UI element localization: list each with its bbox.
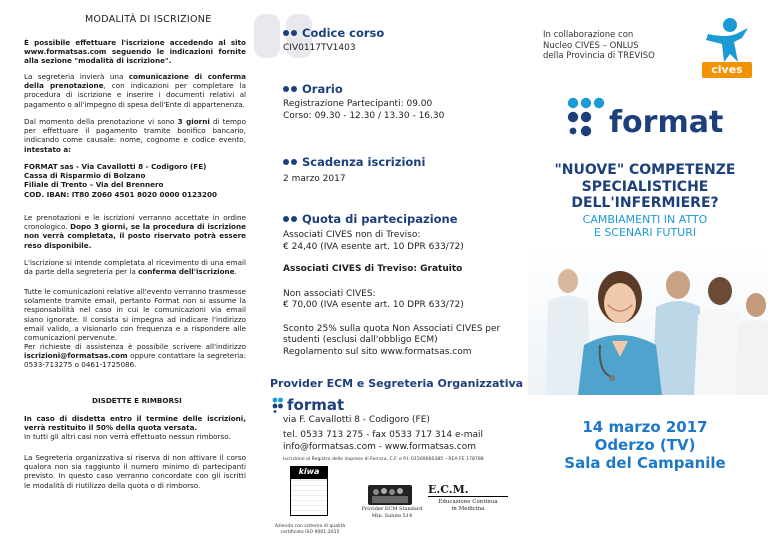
fee-nonmember-price: € 70,00 (IVA esente art. 10 DPR 633/72) [283, 300, 464, 310]
kiwa-seal-icon [290, 478, 328, 516]
registration-intro [24, 38, 246, 66]
ecm-divider [428, 496, 508, 497]
completion-text-post: . [234, 267, 237, 277]
ecm-badge-line-2: Min. Salute 514 [371, 512, 413, 519]
assist-text-pre: Per richieste di assistenza è possibile scrivere all'indirizzo [24, 342, 246, 351]
schedule-section [283, 82, 513, 122]
registration-intro-text: È possibile effettuare l'iscrizione accedendo al sito www.formatsas.com seguendo le indicazioni fornite alla sezione "modalità di iscrizione". [24, 38, 246, 66]
provider-web[interactable]: info@formatsas.com - www.formatsas.com [283, 442, 476, 452]
bullet-dots-icon [283, 216, 297, 222]
headline-line-3: DELL'INFERMIERE? [571, 195, 719, 211]
collab-line-3: della Provincia di TREVISO [543, 51, 655, 61]
cives-logo-word: cives [702, 62, 752, 78]
bullet-dots-icon [283, 30, 297, 36]
discount-line-1: Sconto 25% sulla quota Non Associati CIVES per [283, 323, 501, 334]
subhead-line-2: E SCENARI FUTURI [593, 226, 697, 239]
course-code-value: CIV0117TV1403 [283, 43, 356, 53]
fee-cives-nonmember: Associati CIVES non di Treviso: [283, 230, 421, 240]
bank-details [24, 162, 246, 199]
payment-text-days: 3 giorni [177, 117, 210, 126]
completion-text-pre: L'iscrizione si intende completata al ricevimento di una email da parte della segreteria per la [24, 258, 246, 277]
schedule-course: Corso: 09.30 - 12.30 / 13.30 - 16.30 [283, 110, 445, 121]
collaboration-text [543, 30, 655, 62]
ecm-subtitle [432, 499, 504, 513]
kiwa-certification-badge [290, 466, 328, 524]
fee-title: Quota di partecipazione [283, 212, 528, 226]
nurses-photo [528, 245, 768, 395]
deadline-section [283, 155, 513, 186]
course-code-title: Codice corso [283, 26, 513, 40]
order-text-bold: Dopo 3 giorni, se la procedura di iscrizione non verrà completata, il posto riservato potrà essere reso disponibile. [24, 222, 246, 250]
ecm-sub-line-1: Educazione Continua [438, 499, 498, 505]
discount-line-2: studenti (esclusi dall'obbligo ECM) [283, 335, 438, 345]
provider-logo [272, 396, 344, 414]
collab-line-1: In collaborazione con [543, 30, 634, 40]
fee-treviso: Associati CIVES di Treviso: Gratuito [283, 264, 463, 274]
order-paragraph [24, 213, 246, 250]
bank-line: Cassa di Risparmio di Bolzano [24, 171, 146, 181]
event-city: Oderzo (TV) [594, 436, 696, 454]
ecm-people-icon [368, 485, 412, 505]
email-communications-paragraph: Tutte le comunicazioni relative all'evento verranno trasmesse solamente tramite email, pertanto Format non si assume la responsabilità nel caso in cui le comunicazioni via email siano ignorate. Il corsista si impegna ad indicare l'indirizzo email valido, a visionarlo con frequenza e a rispondere alle comunicazioni pervenute. [24, 287, 246, 343]
cives-logo [702, 14, 752, 82]
bullet-dots-icon [283, 86, 297, 92]
payment-text-pre: Dal momento della prenotazione vi sono [24, 117, 178, 126]
bank-line: FORMAT sas - Via Cavallotti 8 - Codigoro (FE) [24, 162, 207, 171]
cancel-text-bold: In caso di disdetta entro il termine delle iscrizioni, verrà restituito il 50% della quota versata. [24, 414, 246, 433]
schedule-title: Orario [283, 82, 513, 96]
headline-line-1: "NUOVE" COMPETENZE [554, 162, 736, 178]
format-logo-word: format [609, 105, 724, 140]
event-date: 14 marzo 2017 [582, 418, 708, 436]
format-dots-icon [272, 397, 286, 413]
subhead-line-1: CAMBIAMENTI IN ATTO [582, 213, 708, 226]
bank-iban: COD. IBAN: IT80 Z060 4501 8020 0000 0123200 [24, 189, 218, 199]
nurses-illustration-icon [528, 245, 768, 395]
confirm-text-post: , con indicazioni per completare la procedura di iscrizione e inserire i documenti relativi al pagamento o all'impegno di spesa dell'Ente di appartenenza. [24, 81, 246, 109]
confirm-text-pre: La segreteria invierà una [24, 72, 129, 81]
event-venue: Sala del Campanile [564, 454, 726, 472]
event-subheadline [540, 213, 750, 239]
bullet-dots-icon [283, 159, 297, 165]
assist-text-post: oppure contattare la segreteria: 0533-713275 o 0461-1725086. [24, 351, 246, 370]
confirm-text-bold: comunicazione di conferma della prenotazione [24, 72, 246, 91]
provider-registry: Iscrizione al Registro delle imprese di Ferrara, C.F. e P.I. 01569060385 – REA FE 178788 [283, 457, 484, 462]
event-date-place [545, 418, 745, 472]
bank-line: Filiale di Trento – Via del Brennero [24, 180, 164, 190]
kiwa-caption-line-2: certificato ISO 9001:2015 [280, 530, 340, 535]
schedule-registration: Registrazione Partecipanti: 09.00 [283, 99, 433, 109]
confirmation-paragraph [24, 72, 246, 109]
deadline-title: Scadenza iscrizioni [283, 155, 513, 169]
format-logo [567, 97, 723, 139]
payment-paragraph [24, 117, 246, 154]
cancellation-paragraph [24, 414, 246, 442]
assist-email-link[interactable]: iscrizioni@formatsas.com [24, 351, 128, 361]
payment-text-mid: di tempo per effettuare il pagamento tramite bonifico bancario, indicando come causale: nome, cognome e codice evento, [24, 117, 246, 145]
collab-line-2: Nucleo CIVES – ONLUS [543, 40, 639, 51]
ecm-sub-line-2: in Medicina [451, 505, 485, 512]
cancel-text-post: In tutti gli altri casi non verrà effettuato nessun rimborso. [24, 432, 231, 442]
provider-address: via F. Cavallotti 8 - Codigoro (FE) [283, 415, 430, 425]
course-code-section [283, 26, 513, 55]
deadline-value: 2 marzo 2017 [283, 174, 346, 184]
provider-phone: tel. 0533 713 275 - fax 0533 717 314 e-mail [283, 430, 484, 440]
headline-line-2: SPECIALISTICHE [581, 178, 709, 195]
registration-title: MODALITÀ DI ISCRIZIONE [85, 14, 212, 25]
order-text-pre: Le prenotazioni e le iscrizioni verranno accettate in ordine cronologico. [24, 213, 246, 232]
fee-cives-nonmember-price: € 24,40 (IVA esente art. 10 DPR 633/72) [283, 241, 464, 252]
event-headline [530, 162, 760, 212]
kiwa-caption-line-1: Azienda con sistema di qualità [274, 524, 346, 529]
ecm-provider-caption [356, 506, 428, 519]
discount-line-3: Regolamento sul sito www.formatsas.com [283, 346, 472, 357]
assistance-paragraph [24, 342, 246, 370]
ecm-title: E.C.M. [428, 483, 469, 496]
provider-title: Provider ECM e Segreteria Organizzativa [270, 377, 524, 390]
fee-section [283, 212, 528, 358]
cancellation-title: DISDETTE E RIMBORSI [92, 396, 182, 405]
fee-nonmember: Non associati CIVES: [283, 288, 376, 299]
completion-paragraph [24, 258, 246, 276]
kiwa-caption [262, 524, 358, 536]
kiwa-name: kiwa [290, 466, 328, 478]
reserve-paragraph: La Segreteria organizzativa si riserva di non attivare il corso qualora non sia raggiunto il numero minimo di partecipanti previsto. In questo caso verranno concordate con gli iscritti le modalità di riutilizzo della quota o di rimborso. [24, 453, 246, 490]
ecm-badge-line-1: Provider ECM Standard [361, 506, 423, 512]
payment-text-recipient: intestato a: [24, 144, 72, 154]
provider-logo-word: format [287, 396, 345, 414]
format-dots-icon [567, 97, 607, 139]
completion-text-bold: conferma dell'iscrizione [138, 267, 235, 277]
cives-figure-icon [702, 14, 752, 66]
